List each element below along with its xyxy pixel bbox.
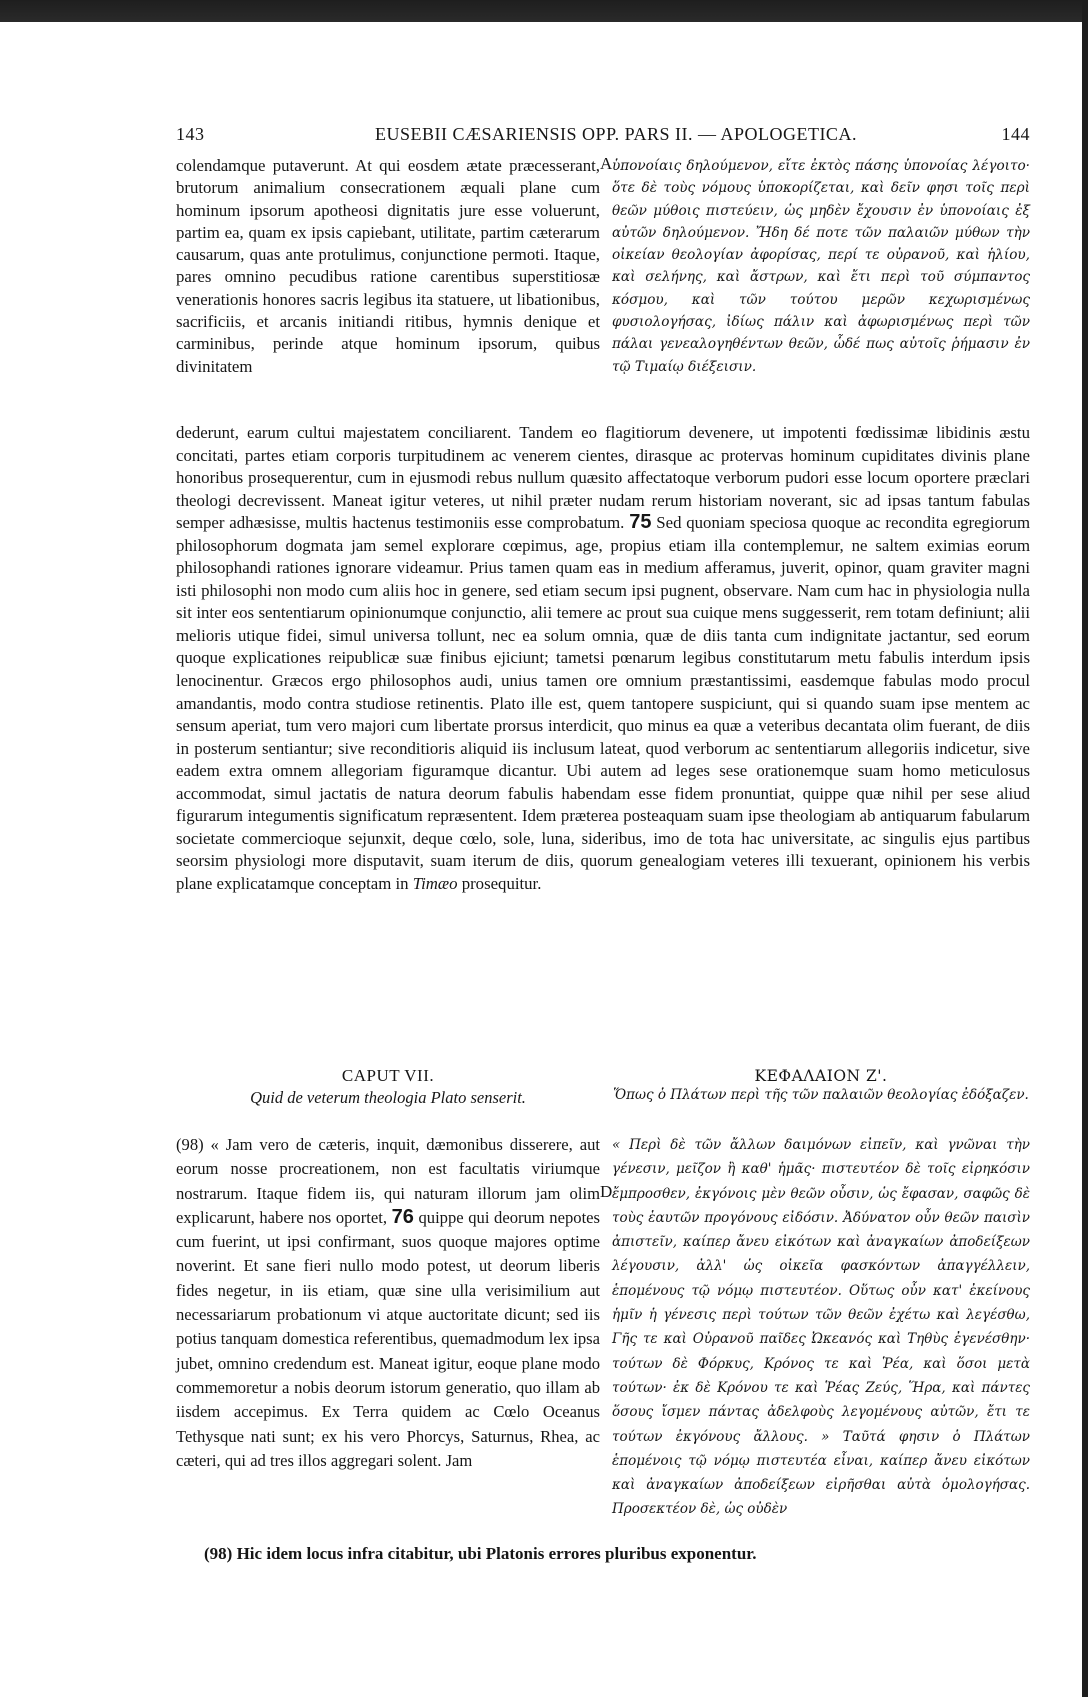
scan-right-border [1082, 0, 1088, 1697]
section-marker-a: A [600, 154, 613, 173]
page-number-right: 144 [1001, 124, 1030, 144]
footnote: (98) Hic idem locus infra citabitur, ubi Platonis errores pluribus exponentur. [204, 1544, 757, 1563]
latin-column-bottom [176, 1133, 600, 1473]
italic-title: Timæo [412, 873, 458, 893]
greek-column-top [612, 155, 1030, 378]
running-header [176, 124, 1030, 148]
latin-paragraph: colendamque putaverunt. At qui eosdem ætate præcesserant, brutorum animalium consecrationem æquali plane cum hominum ipsorum apotheosi dignitatis jure esse voluerunt, partim ea, quam ex ipsis capiebant, utilitate, partim cæterarum causarum, quas ante protulimus, conjunctione permoti. Itaque, pares omnino pecudibus ratione carentibus superstitiosæ venerationis honores sacris legibus ita statuere, ut libationibus, sacrificiis, et arcanis initiandi ritibus, hymnis denique et carminibus, perinde atque hominum ipsorum, quibus divinitatem [176, 156, 600, 376]
latin-quote-paragraph [176, 1133, 600, 1473]
page-number-left: 143 [176, 124, 205, 144]
wide-text-end: prosequitur. [461, 873, 542, 893]
greek-paragraph: ὑπονοίαις δηλούμενον, εἴτε ἐκτὸς πάσης ὑπονοίας λέγοιτο· ὅτε δὲ τοὺς νόμους ὑποκορίζεται, καὶ δεῖν φησι τοῖς περὶ θεῶν μύθοις πιστεύειν, ὡς μηδὲν ἔχουσιν ἐν ὑπονοίαις ἐξ αὐτῶν δηλούμενον. Ἤδη δέ ποτε τῶν παλαιῶν μύθων τὴν οἰκείαν θεολογίαν ἀφορίσας, περί τε οὐρανοῦ, καὶ ἡλίου, καὶ σελήνης, καὶ ἄστρων, καὶ ἔτι περὶ τοῦ σύμπαντος κόσμου, καὶ τῶν τούτου μερῶν κεχωρισμένως φυσιολογήσας, ἰδίως πάλιν καὶ ἀφωρισμένως περὶ τῶν πάλαι γενεαλογηθέντων θεῶν, ὧδέ πως αὐτοῖς ῥήμασιν ἐν τῷ Τιμαίῳ διέξεισιν. [612, 158, 1030, 375]
wide-text-after: Sed quoniam speciosa quoque ac recondita egregiorum philosophorum dogmata jam semel explorare cœpimus, age, propius etiam illa contemplemur, ne saltem eximias eorum philosophandi rationes ignorare videamur. Prius tamen quam eas in medium afferamus, juverit, opinor, quam graviter magni isti philosophi non modo cum aliis hoc in genere, sed etiam secum ipsi pugnent, observare. Nam cum hac in physiologia nulla sit inter eos sententiarum opinionumque conjunctio, alii temere ac prout sua cuique mens suggesserit, rem totam definiunt; alii melioris utique fidei, simul universa tollunt, nec ea solum omnia, quæ de diis tanta cum indignitate jactantur, sed eorum quoque explicationes reipublicæ suæ finibus ejiciunt; tametsi pœnarum legibus constitutarum metu fabulis interdum ipsis lenocinentur. Græcos ergo philosophos audi, unius tamen ore omnium præstantissimi, easdemque fabulas modo procul amandantis, modo contra studiose retinentis. Plato ille est, quem tantopere suspiciunt, qui si quando suam ipse mentem ac sensum aperiat, tum vero majori cum libertate prorsus interdicit, quo minus ea quæ a veteribus decantata olim fuerant, de diis in posterum sentiantur; sive reconditioris aliquid iis inclusum lateat, quod verborum ac sententiarum allegoriis indicetur, sive eadem extra omnem allegoriam figuramque dicantur. Ubi autem ad leges sese orationemque suam homo meticulosus accommodat, simul jactatis de natura deorum fabulis habendam esse fidem pronuntiat, quippe quæ nihil per sese aliud figurarum integumentis significatum repræsentent. Idem præterea posteaquam suam ipse theologiam ab antiquarum fabularum societate commercioque sejunxit, deque cœlo, sole, luna, sideribus, imo de tota hac universitate, ac singulis ejus partibus seorsim physiologi more disputavit, suam iterum de diis, quorum genealogiam veteres illi texuerant, opinionem his verbis plane explicatamque conceptam in [176, 513, 1031, 893]
chapter-heading-latin [176, 1065, 600, 1109]
latin-column-top [176, 155, 600, 378]
page-marker-75: 75 [629, 511, 652, 534]
running-title: EUSEBII CÆSARIENSIS OPP. PARS II. — APOLOGETICA. [375, 124, 857, 144]
greek-column-bottom [612, 1133, 1030, 1522]
page-marker-76: 76 [391, 1205, 414, 1228]
scan-top-border [0, 0, 1088, 22]
latin-full-width-text [176, 422, 1030, 895]
chapter-subtitle-greek: Ὅπως ὁ Πλάτων περὶ τῆς τῶν παλαιῶν θεολογίας ἐδόξαζεν. [613, 1087, 1029, 1103]
greek-quote-paragraph: « Περὶ δὲ τῶν ἄλλων δαιμόνων εἰπεῖν, καὶ γνῶναι τὴν γένεσιν, μεῖζον ἢ καθ' ἡμᾶς· πιστευτέον δὲ τοῖς εἰρηκόσιν ἔμπροσθεν, ἐκγόνοις μὲν θεῶν οὖσιν, ὡς ἔφασαν, σαφῶς δὲ τοὺς ἑαυτῶν προγόνους εἰδόσιν. Ἀδύνατον οὖν θεῶν παισὶν ἀπιστεῖν, καίπερ ἄνευ εἰκότων καὶ ἀναγκαίων ἀποδείξεων λέγουσιν, ἀλλ' ὡς οἰκεῖα φασκόντων ἀπαγγέλλειν, ἑπομένους τῷ νόμῳ πιστευτέον. Οὕτως οὖν κατ' ἐκείνους ἡμῖν ἡ γένεσις περὶ τούτων τῶν θεῶν ἐχέτω καὶ λεγέσθω, Γῆς τε καὶ Οὐρανοῦ παῖδες Ὠκεανός καὶ Τηθὺς ἐγενέσθην· τούτων δὲ Φόρκυς, Κρόνος τε καὶ Ῥέα, καὶ ὅσοι μετὰ τούτων· ἐκ δὲ Κρόνου τε καὶ Ῥέας Ζεύς, Ἥρα, καὶ πάντες ὅσους ἴσμεν πάντας ἀδελφοὺς λεγομένους αὐτῶν, ἔτι τε τούτων ἐκγόνους ἄλλους. » Ταῦτά φησιν ὁ Πλάτων ἑπομένοις τῷ νόμῳ πιστευτέα εἶναι, καίπερ ἄνευ εἰκότων καὶ ἀναγκαίων ἀποδείξεων εἰρῆσθαι αὐτὰ ὁμολογήσας. Προσεκτέον δὲ, ὡς οὐδὲν [612, 1137, 1030, 1518]
quote-text-before: (98) « Jam vero de cæteris, inquit, dæmonibus disserere, aut eorum nosse procreationem, non est facultatis viriumque nostrarum. Itaque fidem iis, qui naturam illorum jam olim explicarunt, habere nos oportet, [176, 1135, 600, 1227]
chapter-subtitle-latin: Quid de veterum theologia Plato senserit. [250, 1088, 526, 1107]
section-marker-d: D [600, 1182, 613, 1201]
quote-text-after: quippe qui deorum nepotes cum fuerint, ut ipsi confirmant, suos quoque majores optime noverint. Et sane fieri nullo modo potest, ut deorum liberis fides negetur, in iis etiam, quæ sine ulla verisimilium aut necessariarum probationum vi atque auctoritate dicunt; sed iis potius tanquam domestica referentibus, quemadmodum lex ipsa jubet, omnino credendum est. Maneat igitur, eoque plane modo commemoretur a nobis deorum istorum generatio, quo illam ab iisdem accepimus. Ex Terra quidem ac Cœlo Oceanus Tethysque nati sunt; ex his vero Phorcys, Saturnus, Rhea, ac cæteri, qui ad tres illos aggregari solent. Jam [176, 1207, 601, 1470]
chapter-heading-greek [612, 1065, 1030, 1104]
chapter-title-latin: CAPUT VII. [341, 1066, 435, 1085]
latin-paragraph-wide [176, 422, 1030, 895]
chapter-title-greek: ΚΕΦΑΛΑΙΟΝ Ζ'. [754, 1067, 888, 1085]
wide-text-before: dederunt, earum cultui majestatem conciliarent. Tandem eo flagitiorum devenere, ut impotenti fœdissimæ libidinis æstu concitati, partes etiam corporis turpitudinem ac venerem cientes, dirasque ac protervas hominum cupiditates divinis plane honoribus prosequerentur, cum in ejusmodi rebus nullum quæsito affectatoque verborum pudori esse locum oportere præclari theologi decrevissent. Maneat igitur veteres, ut nihil præter nudam rerum historiam noverant, sic ad ipsas tantum fabulas semper adhæsisse, multis hactenus testimoniis esse comprobatum. [176, 423, 1030, 533]
